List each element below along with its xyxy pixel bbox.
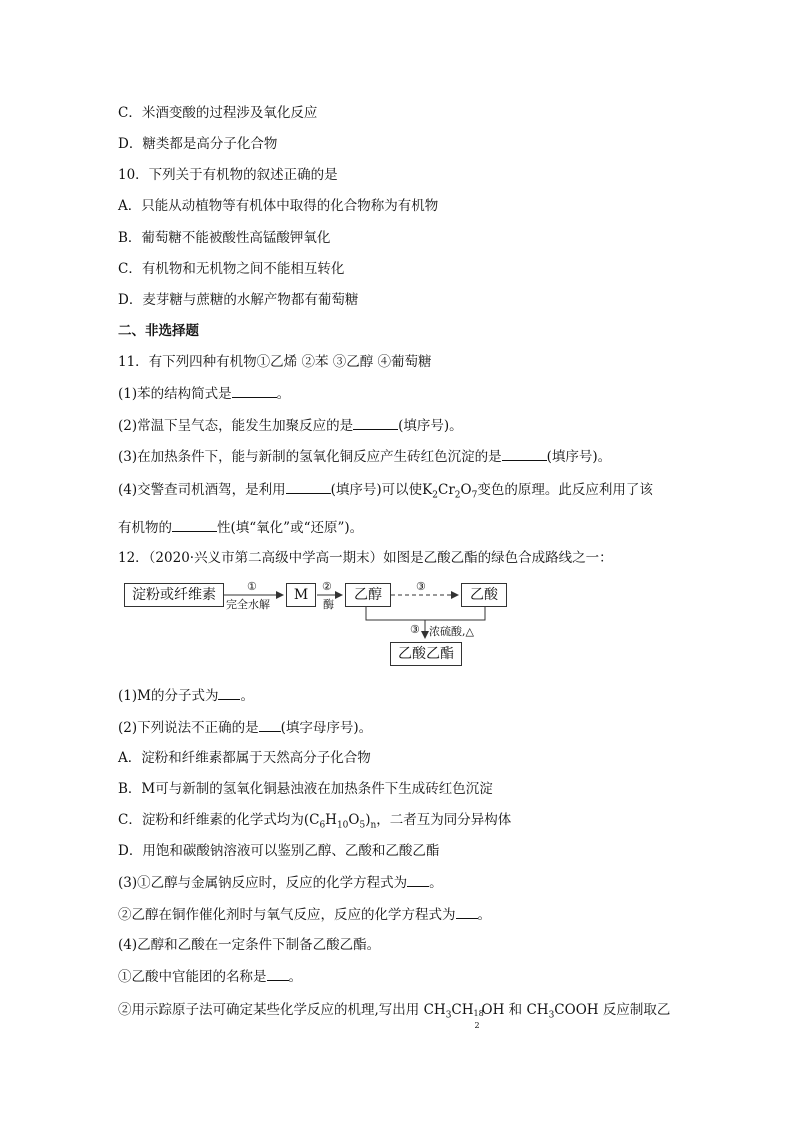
q11-part3 <box>118 447 611 466</box>
q11-part4 <box>118 480 653 505</box>
q11-part4-mid: (填序号)可以使 <box>330 482 423 498</box>
q11-part2-end: (填序号)。 <box>398 418 463 434</box>
step-2-label: ② <box>322 580 332 593</box>
q12-part4-1-text: ①乙酸中官能团的名称是 <box>118 969 267 985</box>
q12-option-c-text: C．淀粉和纤维素的化学式均为(C <box>118 812 320 828</box>
q11-part2 <box>118 416 463 435</box>
answer-blank[interactable] <box>407 873 429 887</box>
q12-part1-text: (1)M的分子式为 <box>118 688 219 704</box>
answer-blank[interactable] <box>259 718 281 732</box>
answer-blank[interactable] <box>286 480 331 494</box>
q12-option-b: B．M可与新制的氢氧化铜悬浊液在加热条件下生成砖红色沉淀 <box>118 781 493 797</box>
q12-part4-1-end: 。 <box>288 969 302 985</box>
q12-part3-1 <box>118 873 443 892</box>
node-acetic-acid: 乙酸 <box>461 583 507 607</box>
q11-part4-cont <box>118 518 363 537</box>
q12-part4-2-end: COOH 反应制取乙 <box>554 1002 671 1018</box>
q12-part2 <box>118 718 372 737</box>
step-3b-label: ③ <box>410 623 420 636</box>
q12-part4-1 <box>118 967 302 986</box>
answer-blank[interactable] <box>218 686 240 700</box>
step-3b-condition: 浓硫酸,△ <box>429 625 474 638</box>
step-2-condition: 酶 <box>323 598 334 611</box>
acetic-acid-subscript: 3 <box>548 1010 555 1021</box>
q12-part1-end: 。 <box>240 688 254 704</box>
answer-blank[interactable] <box>267 967 289 981</box>
section-heading: 二、非选择题 <box>118 323 199 339</box>
q10-option-b: B．葡萄糖不能被酸性高锰酸钾氧化 <box>118 230 331 246</box>
q12-stem: 12．（2020·兴义市第二高级中学高一期末）如图是乙酸乙酯的绿色合成路线之一： <box>118 550 613 566</box>
answer-blank[interactable] <box>232 384 277 398</box>
q11-stem: 11．有下列四种有机物①乙烯 ②苯 ③乙醇 ④葡萄糖 <box>118 354 432 370</box>
q11-part2-text: (2)常温下呈气态，能发生加聚反应的是 <box>118 418 354 434</box>
q10-option-c: C．有机物和无机物之间不能相互转化 <box>118 261 345 277</box>
q12-part3-2 <box>118 905 491 924</box>
q11-part1-text: (1)苯的结构简式是 <box>118 386 232 402</box>
dichromate-formula: $K_2Cr_2O_7$ <box>422 482 478 501</box>
q11-part1-end: 。 <box>276 386 291 402</box>
q9-option-d: D．糖类都是高分子化合物 <box>118 136 278 152</box>
q11-part1 <box>118 384 290 403</box>
q12-part3-1-end: 。 <box>429 875 443 891</box>
q11-part3-text: (3)在加热条件下，能与新制的氢氧化铜反应产生砖红色沉淀的是 <box>118 449 502 465</box>
q12-option-d: D．用饱和碳酸钠溶液可以鉴别乙醇、乙酸和乙酸乙酯 <box>118 843 440 859</box>
q12-option-c-end: ，二者互为同分异构体 <box>376 812 512 828</box>
q9-option-c: C．米酒变酸的过程涉及氧化反应 <box>118 105 318 121</box>
q12-part3-2-text: ②乙醇在铜作催化剂时与氧气反应，反应的化学方程式为 <box>118 907 456 923</box>
q12-part4: (4)乙醇和乙酸在一定条件下制备乙酸乙酯。 <box>118 937 381 953</box>
q12-part2-end: (填字母序号)。 <box>280 720 373 736</box>
q11-part4b-end: 性(填“氧化”或“还原”)。 <box>217 520 364 536</box>
node-starch-cellulose: 淀粉或纤维素 <box>124 583 224 607</box>
q12-option-a: A．淀粉和纤维素都属于天然高分子化合物 <box>118 750 371 766</box>
answer-blank[interactable] <box>502 447 547 461</box>
node-m: M <box>286 583 316 607</box>
step-3-label: ③ <box>416 580 426 593</box>
q11-part4-text: (4)交警查司机酒驾，是利用 <box>118 482 286 498</box>
answer-blank[interactable] <box>456 905 478 919</box>
q12-part4-2-text: ②用示踪原子法可确定某些化学反应的机理,写出用 CH <box>118 1002 446 1018</box>
labeled-ethanol-formula: $_3$CH 18 2 <box>445 1002 484 1030</box>
answer-blank[interactable] <box>353 416 398 430</box>
q12-part2-text: (2)下列说法不正确的是 <box>118 720 259 736</box>
q12-option-c <box>118 811 511 835</box>
q11-part4-end: 变色的原理。此反应利用了该 <box>477 482 653 498</box>
node-ethyl-acetate: 乙酸乙酯 <box>390 642 462 666</box>
step-1-condition: 完全水解 <box>226 598 270 611</box>
q10-option-a: A．只能从动植物等有机体中取得的化合物称为有机物 <box>118 198 439 214</box>
cellulose-formula: $_6H_{10}O_5)_n$ <box>319 812 377 831</box>
q11-part3-end: (填序号)。 <box>546 449 612 465</box>
q12-part1 <box>118 686 254 705</box>
q12-part4-2-mid: OH 和 CH <box>481 1002 549 1018</box>
node-ethanol: 乙醇 <box>345 583 391 607</box>
q12-part4-2 <box>118 1001 671 1030</box>
q11-part4b-text: 有机物的 <box>118 520 172 536</box>
q10-option-d: D．麦芽糖与蔗糖的水解产物都有葡萄糖 <box>118 292 359 308</box>
q10-stem: 10．下列关于有机物的叙述正确的是 <box>118 167 338 183</box>
answer-blank[interactable] <box>172 518 217 532</box>
synthesis-route-diagram <box>118 578 518 678</box>
q12-part3-1-text: (3)①乙醇与金属钠反应时，反应的化学方程式为 <box>118 875 408 891</box>
step-1-label: ① <box>247 580 257 593</box>
q12-part3-2-end: 。 <box>477 907 491 923</box>
